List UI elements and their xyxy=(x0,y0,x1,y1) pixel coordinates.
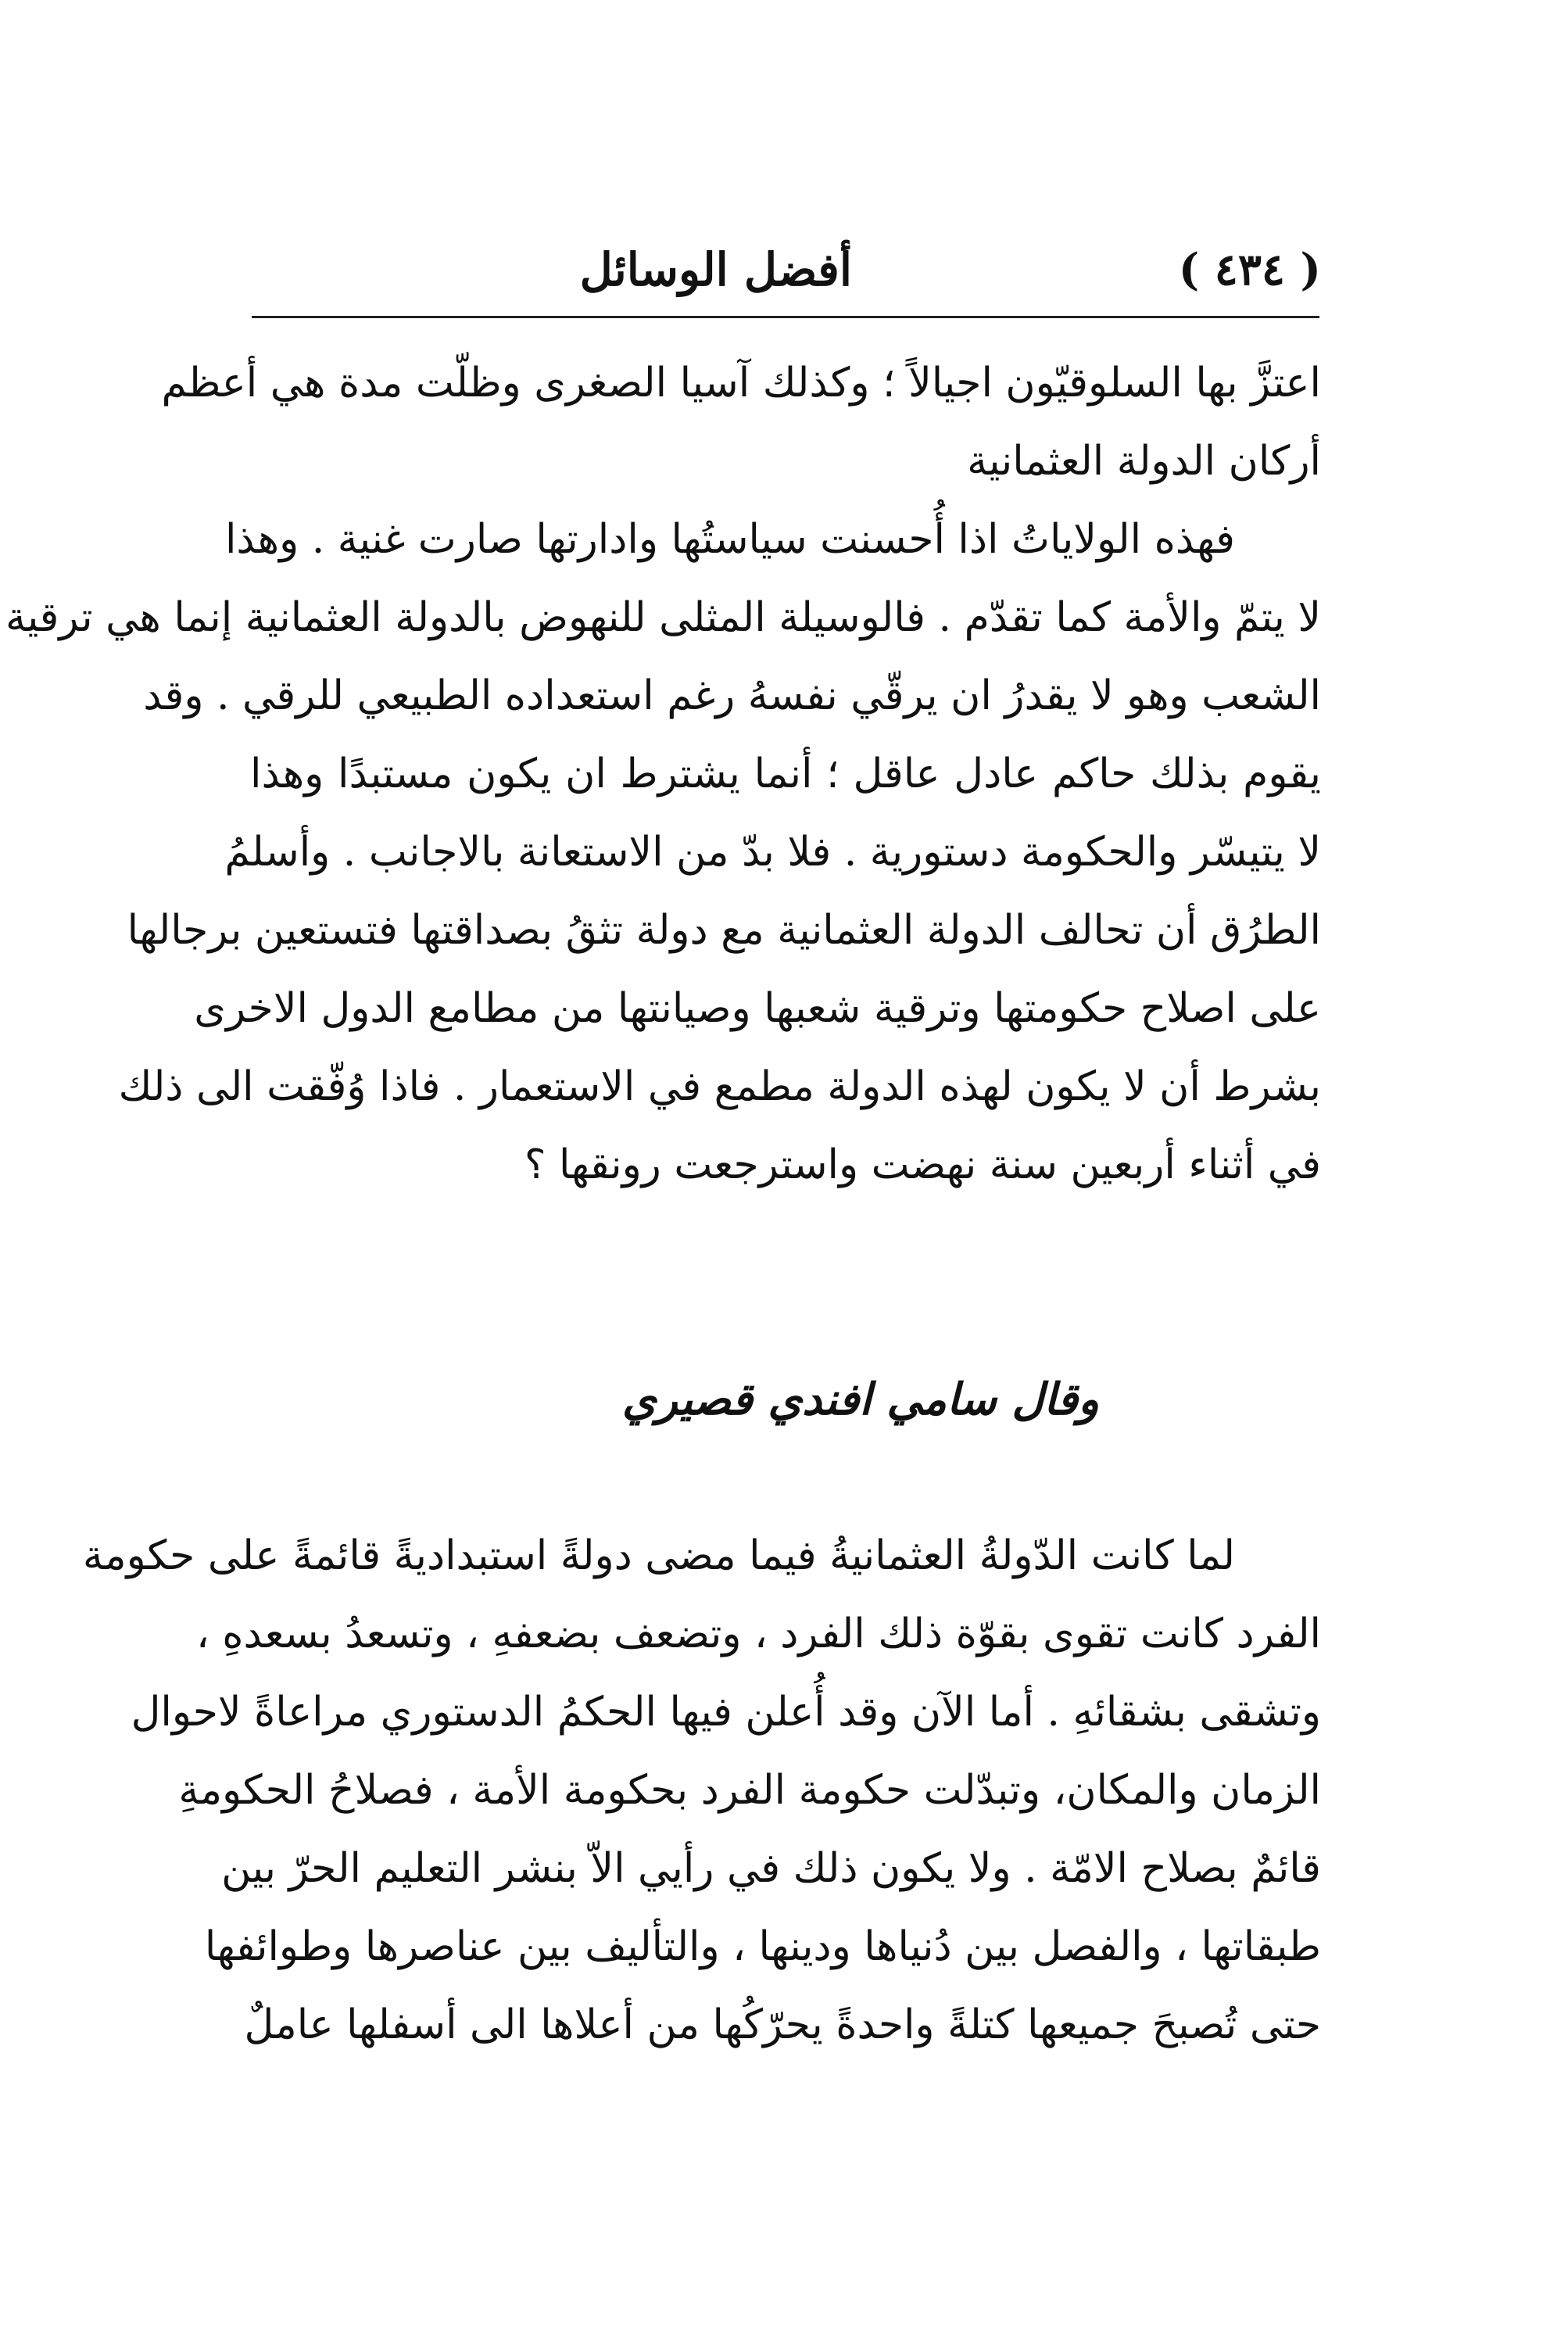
paragraph-2 xyxy=(5,500,1321,1204)
paragraph-1 xyxy=(161,344,1321,500)
section-heading: وقال سامي افندي قصيري xyxy=(621,1374,1099,1425)
text-line: على اصلاح حكومتها وترقية شعبها وصيانتها من مطامع الدول الاخرى xyxy=(194,985,1321,1032)
text-line: في أثناء أربعين سنة نهضت واسترجعت رونقها ؟ xyxy=(524,1141,1321,1188)
text-line: الشعب وهو لا يقدرُ ان يرقّي نفسهُ رغم استعداده الطبيعي للرقي . وقد xyxy=(143,672,1321,719)
book-title: أفضل الوسائل xyxy=(579,243,852,296)
text-line: وتشقى بشقائهِ . أما الآن وقد أُعلن فيها الحكمُ الدستوري مراعاةً لاحوال xyxy=(131,1689,1321,1736)
text-line: فهذه الولاياتُ اذا أُحسنت سياستُها وادارتها صارت غنية . وهذا xyxy=(224,516,1235,563)
text-line: لما كانت الدّولةُ العثمانيةُ فيما مضى دولةً استبداديةً قائمةً على حكومة xyxy=(82,1532,1235,1579)
text-line: يقوم بذلك حاكم عادل عاقل ؛ أنما يشترط ان يكون مستبدًا وهذا xyxy=(250,751,1321,797)
text-line: قائمٌ بصلاح الامّة . ولا يكون ذلك في رأيي الاّ بنشر التعليم الحرّ بين xyxy=(221,1845,1321,1892)
running-head xyxy=(250,235,1321,305)
paragraph-3 xyxy=(82,1517,1321,2064)
text-line: بشرط أن لا يكون لهذه الدولة مطمع في الاستعمار . فاذا وُفّقت الى ذلك xyxy=(118,1063,1321,1110)
page-number: ( ٤٣٤ ) xyxy=(1178,244,1321,296)
text-line: لا يتمّ والأمة كما تقدّم . فالوسيلة المثلى للنهوض بالدولة العثمانية إنما هي ترقية xyxy=(5,594,1321,641)
text-line: أركان الدولة العثمانية xyxy=(967,438,1321,485)
text-line: حتى تُصبحَ جميعها كتلةً واحدةً يحرّكُها من أعلاها الى أسفلها عاملٌ xyxy=(244,2001,1321,2048)
text-line: الزمان والمكان، وتبدّلت حكومة الفرد بحكومة الأمة ، فصلاحُ الحكومةِ xyxy=(178,1767,1321,1814)
header-rule xyxy=(252,316,1319,318)
text-line: الطرُق أن تحالف الدولة العثمانية مع دولة تثقُ بصداقتها فتستعين برجالها xyxy=(127,907,1321,954)
text-line: طبقاتها ، والفصل بين دُنياها ودينها ، والتأليف بين عناصرها وطوائفها xyxy=(204,1923,1321,1970)
text-line: الفرد كانت تقوى بقوّة ذلك الفرد ، وتضعف بضعفهِ ، وتسعدُ بسعدهِ ، xyxy=(195,1611,1321,1657)
text-line: لا يتيسّر والحكومة دستورية . فلا بدّ من الاستعانة بالاجانب . وأسلمُ xyxy=(224,829,1321,876)
text-line: اعتزَّ بها السلوقيّون اجيالاً ؛ وكذلك آسيا الصغرى وظلّت مدة هي أعظم xyxy=(161,360,1321,407)
